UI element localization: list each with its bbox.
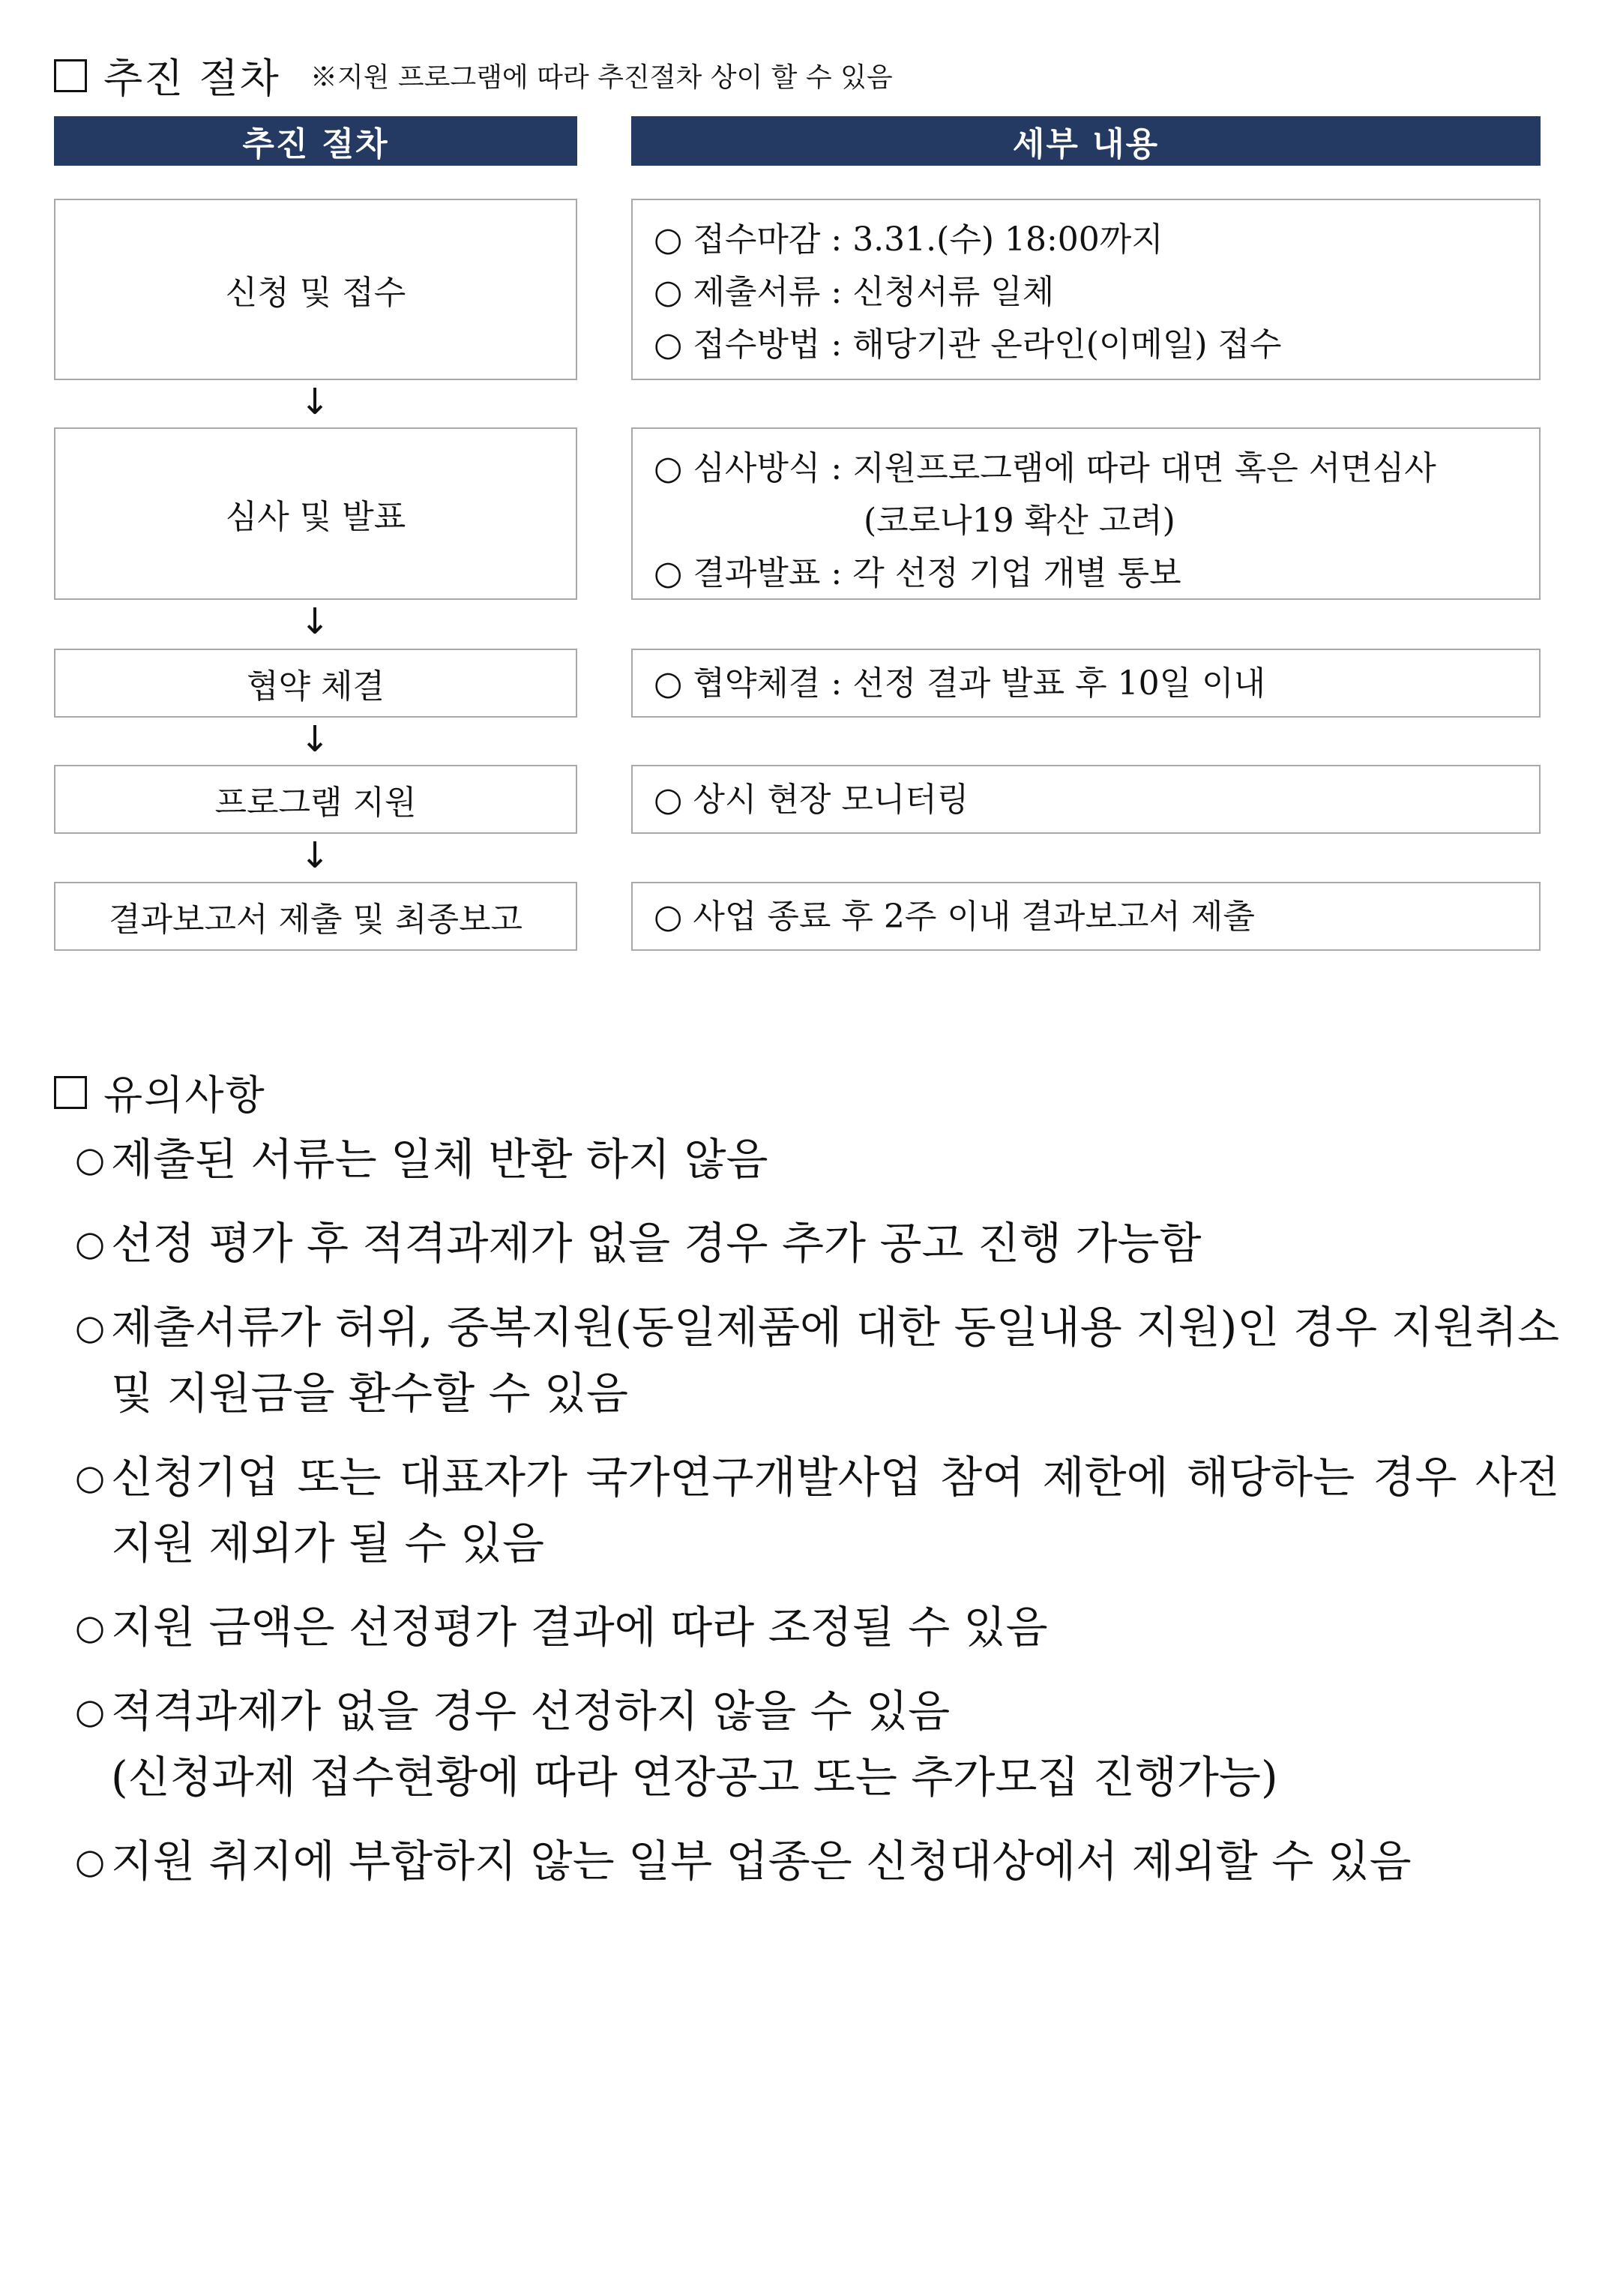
bullet-circle-icon: ○ [75, 1223, 106, 1263]
detail-line: ○ 접수방법 : 해당기관 온라인(이메일) 접수 [654, 325, 1282, 364]
bullet-circle-icon: ○ [75, 1457, 106, 1497]
detail-line: ○ 사업 종료 후 2주 이내 결과보고서 제출 [654, 898, 1255, 936]
note-text: 신청기업 또는 대표자가 국가연구개발사업 참여 제한에 해당하는 경우 사전 [111, 1452, 1559, 1503]
detail-line: ○ 협약체결 : 선정 결과 발표 후 10일 이내 [654, 664, 1266, 703]
detail-line: (코로나19 확산 고려) [864, 502, 1175, 540]
column-header-detail: 세부 내용 [631, 116, 1541, 166]
list-item [75, 1678, 1559, 1810]
detail-box [631, 649, 1541, 718]
down-arrow-icon: ↓ [300, 381, 331, 423]
section-notes-heading [54, 1063, 266, 1121]
section-procedure-heading [54, 46, 893, 104]
detail-box [631, 427, 1541, 600]
note-text-continued: (신청과제 접수현황에 따라 연장공고 또는 추가모집 진행가능) [111, 1752, 1278, 1803]
list-item [75, 1210, 1559, 1276]
step-box [54, 765, 577, 834]
step-box [54, 649, 577, 718]
bullet-circle-icon: ○ [75, 1607, 106, 1647]
note-text-continued: 및 지원금을 환수할 수 있음 [111, 1368, 629, 1419]
note-text: 지원 금액은 선정평가 결과에 따라 조정될 수 있음 [111, 1602, 1048, 1653]
bullet-circle-icon: ○ [75, 1307, 106, 1347]
step-label: 협약 체결 [246, 667, 385, 706]
section-title: 유의사항 [103, 1072, 266, 1119]
bullet-circle-icon: ○ [75, 1841, 106, 1881]
step-label: 심사 및 발표 [225, 498, 406, 536]
notes-list [75, 1126, 1559, 1912]
list-item [75, 1594, 1559, 1660]
step-label: 신청 및 접수 [225, 274, 406, 312]
step-box [54, 199, 577, 380]
step-box [54, 427, 577, 600]
list-item [75, 1444, 1559, 1576]
note-text: 지원 취지에 부합하지 않는 일부 업종은 신청대상에서 제외할 수 있음 [111, 1836, 1412, 1887]
down-arrow-icon: ↓ [300, 835, 331, 877]
section-note: ※지원 프로그램에 따라 추진절차 상이 할 수 있음 [310, 62, 893, 93]
list-item [75, 1126, 1559, 1192]
column-header-procedure: 추진 절차 [54, 116, 577, 166]
down-arrow-icon: ↓ [300, 718, 331, 760]
step-label: 프로그램 지원 [214, 784, 417, 822]
detail-line: ○ 심사방식 : 지원프로그램에 따라 대면 혹은 서면심사 [654, 449, 1436, 487]
checkbox-square-icon [54, 59, 87, 92]
bullet-circle-icon: ○ [75, 1139, 106, 1179]
detail-box [631, 882, 1541, 951]
bullet-circle-icon: ○ [75, 1691, 106, 1731]
section-title: 추진 절차 [103, 55, 280, 102]
detail-line: ○ 결과발표 : 각 선정 기업 개별 통보 [654, 554, 1181, 592]
step-box [54, 882, 577, 951]
note-text: 제출된 서류는 일체 반환 하지 않음 [111, 1134, 768, 1185]
checkbox-square-icon [54, 1076, 87, 1109]
detail-box [631, 199, 1541, 380]
list-item [75, 1828, 1559, 1894]
list-item [75, 1294, 1559, 1426]
note-text-continued: 지원 제외가 될 수 있음 [111, 1518, 544, 1569]
down-arrow-icon: ↓ [300, 601, 331, 643]
detail-line: ○ 접수마감 : 3.31.(수) 18:00까지 [654, 220, 1163, 259]
detail-line: ○ 상시 현장 모니터링 [654, 781, 969, 819]
note-text: 제출서류가 허위, 중복지원(동일제품에 대한 동일내용 지원)인 경우 지원취소 [111, 1302, 1559, 1353]
note-text: 선정 평가 후 적격과제가 없을 경우 추가 공고 진행 가능함 [111, 1218, 1202, 1269]
detail-box [631, 765, 1541, 834]
note-text: 적격과제가 없을 경우 선정하지 않을 수 있음 [111, 1686, 951, 1737]
step-label: 결과보고서 제출 및 최종보고 [108, 901, 523, 939]
detail-line: ○ 제출서류 : 신청서류 일체 [654, 273, 1055, 311]
